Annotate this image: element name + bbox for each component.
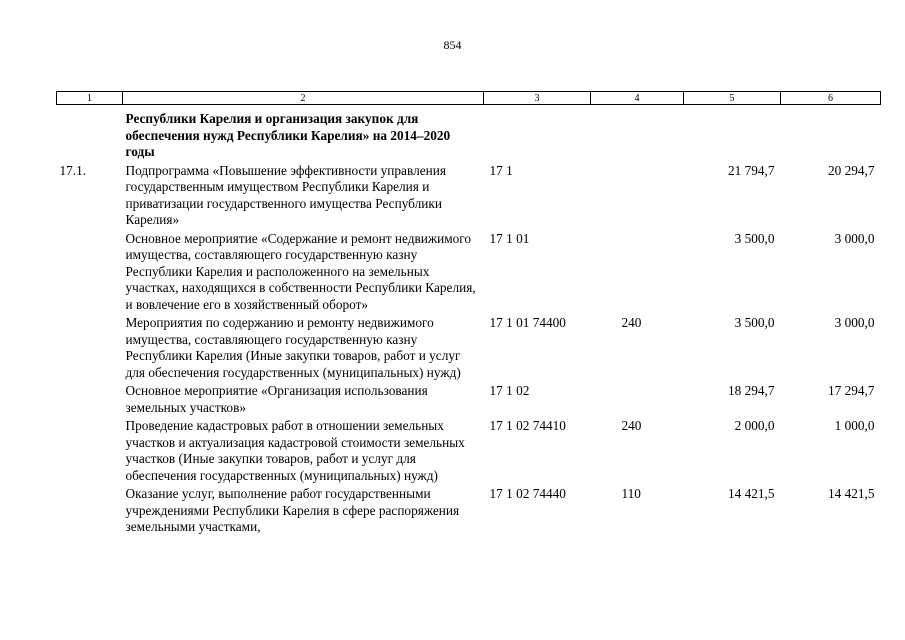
row-code: 17 1 02 74410 bbox=[489, 418, 566, 433]
row-amount-col5: 3 500,0 bbox=[734, 315, 775, 330]
table-row bbox=[57, 105, 881, 163]
row-expense-type: 240 bbox=[621, 418, 642, 433]
header-cell-6: 6 bbox=[781, 92, 881, 105]
row-number: 17.1. bbox=[59, 162, 87, 178]
row-code: 17 1 02 74440 bbox=[489, 486, 566, 501]
table-body bbox=[57, 105, 881, 538]
row-amount-col6 bbox=[781, 105, 881, 163]
row-amount-col5: 18 294,7 bbox=[727, 383, 775, 398]
table-row bbox=[57, 315, 881, 383]
row-expense-type bbox=[591, 383, 684, 418]
row-amount-col5 bbox=[684, 105, 781, 163]
budget-table bbox=[56, 91, 881, 538]
row-amount-col6: 1 000,0 bbox=[834, 418, 875, 433]
table-row bbox=[57, 163, 881, 231]
row-expense-type: 240 bbox=[621, 315, 642, 330]
page-number: 854 bbox=[443, 38, 462, 52]
row-amount-col5: 3 500,0 bbox=[734, 230, 775, 246]
row-number bbox=[57, 315, 123, 383]
row-name: Оказание услуг, выполнение работ государственными учреждениями Республики Карелия в сфере распоряжения земельными участками, bbox=[125, 486, 460, 534]
row-amount-col5: 2 000,0 bbox=[734, 418, 775, 433]
row-name: Республики Карелия и организация закупок для обеспечения нужд Республики Карелия» на 2014–2020 годы bbox=[125, 111, 451, 159]
row-amount-col5: 14 421,5 bbox=[727, 486, 775, 501]
row-amount-col6: 17 294,7 bbox=[827, 383, 875, 398]
header-cell-3: 3 bbox=[484, 92, 591, 105]
row-code: 17 1 bbox=[489, 162, 513, 178]
table-row bbox=[57, 383, 881, 418]
row-expense-type bbox=[591, 105, 684, 163]
row-amount-col6: 14 421,5 bbox=[827, 486, 875, 501]
row-amount-col6: 3 000,0 bbox=[834, 230, 875, 246]
header-cell-5: 5 bbox=[684, 92, 781, 105]
row-name: Основное мероприятие «Содержание и ремонт недвижимого имущества, составляющего государственную казну Республики Карелия и расположенного на земельных участках, находящихся в собственности Республики Карелия, и вовлечение его в хозяйственный оборот» bbox=[125, 230, 476, 312]
row-number bbox=[57, 231, 123, 316]
row-amount-col6: 3 000,0 bbox=[834, 315, 875, 330]
row-amount-col6: 20 294,7 bbox=[827, 162, 875, 178]
row-amount-col5: 21 794,7 bbox=[727, 162, 775, 178]
table-header bbox=[57, 92, 881, 105]
row-code bbox=[484, 105, 591, 163]
row-expense-type bbox=[591, 163, 684, 231]
row-expense-type bbox=[591, 231, 684, 316]
header-row bbox=[57, 92, 881, 105]
table-row bbox=[57, 231, 881, 316]
row-expense-type: 110 bbox=[621, 486, 641, 501]
header-cell-4: 4 bbox=[591, 92, 684, 105]
row-code: 17 1 01 bbox=[489, 230, 530, 246]
row-code: 17 1 02 bbox=[489, 383, 530, 398]
table-row bbox=[57, 418, 881, 486]
row-code: 17 1 01 74400 bbox=[489, 315, 566, 330]
row-name: Мероприятия по содержанию и ремонту недвижимого имущества, составляющего государственную казну Республики Карелия (Иные закупки товаров, работ и услуг для обеспечения государственных (муниципальных) нужд) bbox=[125, 315, 461, 380]
header-cell-1: 1 bbox=[57, 92, 123, 105]
header-cell-2: 2 bbox=[123, 92, 484, 105]
row-number bbox=[57, 486, 123, 538]
row-name: Проведение кадастровых работ в отношении земельных участков и актуализация кадастровой стоимости земельных участков (Иные закупки товаров, работ и услуг для обеспечения государственных (муниципальных) нужд) bbox=[125, 418, 465, 483]
row-number bbox=[57, 383, 123, 418]
row-name: Подпрограмма «Повышение эффективности управления государственным имуществом Республики Карелия и приватизации государственного имущества Республики Карелия» bbox=[125, 162, 446, 227]
row-number bbox=[57, 418, 123, 486]
table-row bbox=[57, 486, 881, 538]
row-name: Основное мероприятие «Организация использования земельных участков» bbox=[125, 383, 428, 415]
row-number bbox=[57, 105, 123, 163]
